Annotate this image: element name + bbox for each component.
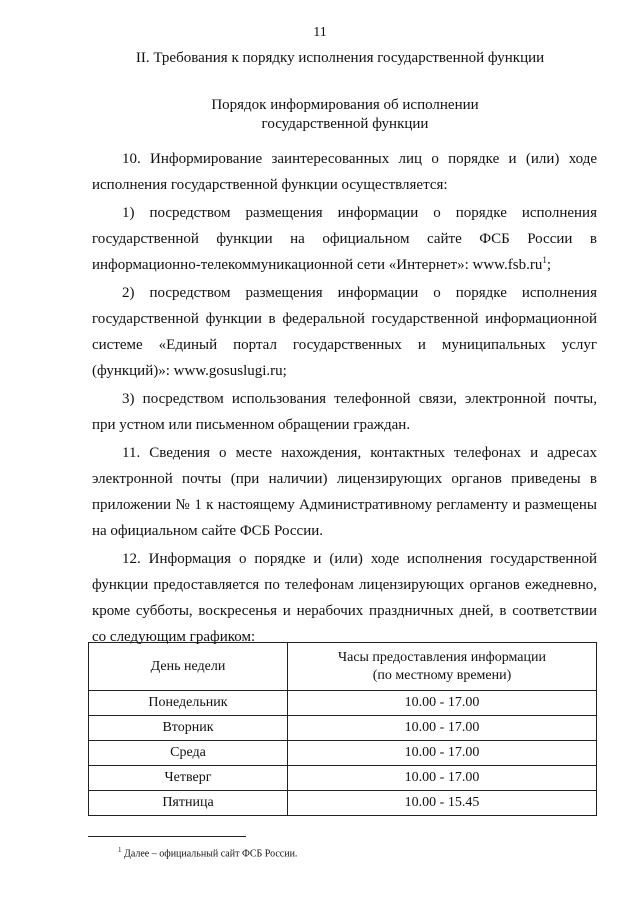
day-cell: Понедельник: [89, 691, 288, 716]
paragraph-10-1-text: 1) посредством размещения информации о порядке исполнения государственной функции на официальном сайте ФСБ России в информационно-телекоммуникационной сети «Интернет»: www.fsb.ru: [92, 205, 597, 273]
day-cell: Пятница: [89, 791, 288, 816]
header-hours-line-1: Часы предоставления информации: [338, 649, 546, 665]
paragraph-10-1: [92, 200, 597, 278]
table-row: [89, 766, 597, 791]
schedule-table: [88, 642, 597, 816]
day-cell: Четверг: [89, 766, 288, 791]
footnote-divider: [88, 836, 246, 837]
subheading-line-1: Порядок информирования об исполнении: [211, 97, 479, 113]
hours-cell: 10.00 - 15.45: [288, 791, 597, 816]
table-row: [89, 791, 597, 816]
paragraph-10-2: 2) посредством размещения информации о порядке исполнения государственной функции в федеральной государственной информационной системе «Единый портал государственных и муниципальных услуг (функций)»: www.gosuslugi.ru;: [92, 285, 597, 379]
page-number: 11: [313, 25, 327, 40]
paragraph-12: 12. Информация о порядке и (или) ходе исполнения государственной функции предоставляется по телефонам лицензирующих органов ежедневно, кроме субботы, воскресенья и нерабочих праздничных дней, в соответствии со следующим графиком:: [92, 551, 597, 645]
paragraph-10: 10. Информирование заинтересованных лиц о порядке и (или) ходе исполнения государственной функции осуществляется:: [92, 151, 597, 193]
header-hours: [288, 643, 597, 691]
subheading: [60, 96, 630, 134]
footnote-mark: 1: [118, 846, 122, 854]
subheading-line-2: государственной функции: [261, 116, 429, 132]
table-row: [89, 741, 597, 766]
table-header-row: [89, 643, 597, 691]
hours-cell: 10.00 - 17.00: [288, 766, 597, 791]
table-row: [89, 716, 597, 741]
hours-cell: 10.00 - 17.00: [288, 691, 597, 716]
paragraph-11: 11. Сведения о месте нахождения, контактных телефонах и адресах электронной почты (при наличии) лицензирующих органов приведены в приложении № 1 к настоящему Административному регламенту и размещены на официальном сайте ФСБ России.: [92, 445, 597, 539]
table-row: [89, 691, 597, 716]
hours-cell: 10.00 - 17.00: [288, 716, 597, 741]
document-body: [92, 146, 597, 652]
day-cell: Среда: [89, 741, 288, 766]
footnote-reference: 1: [542, 255, 547, 265]
paragraph-10-1-end: ;: [546, 257, 552, 273]
header-hours-line-2: (по местному времени): [372, 667, 512, 683]
day-cell: Вторник: [89, 716, 288, 741]
header-day: День недели: [89, 643, 288, 691]
footnote-text: Далее – официальный сайт ФСБ России.: [121, 848, 298, 860]
section-heading: II. Требования к порядку исполнения государственной функции: [135, 50, 545, 66]
hours-cell: 10.00 - 17.00: [288, 741, 597, 766]
paragraph-10-3: 3) посредством использования телефонной связи, электронной почты, при устном или письменном обращении граждан.: [92, 391, 597, 433]
footnote: [118, 846, 297, 859]
